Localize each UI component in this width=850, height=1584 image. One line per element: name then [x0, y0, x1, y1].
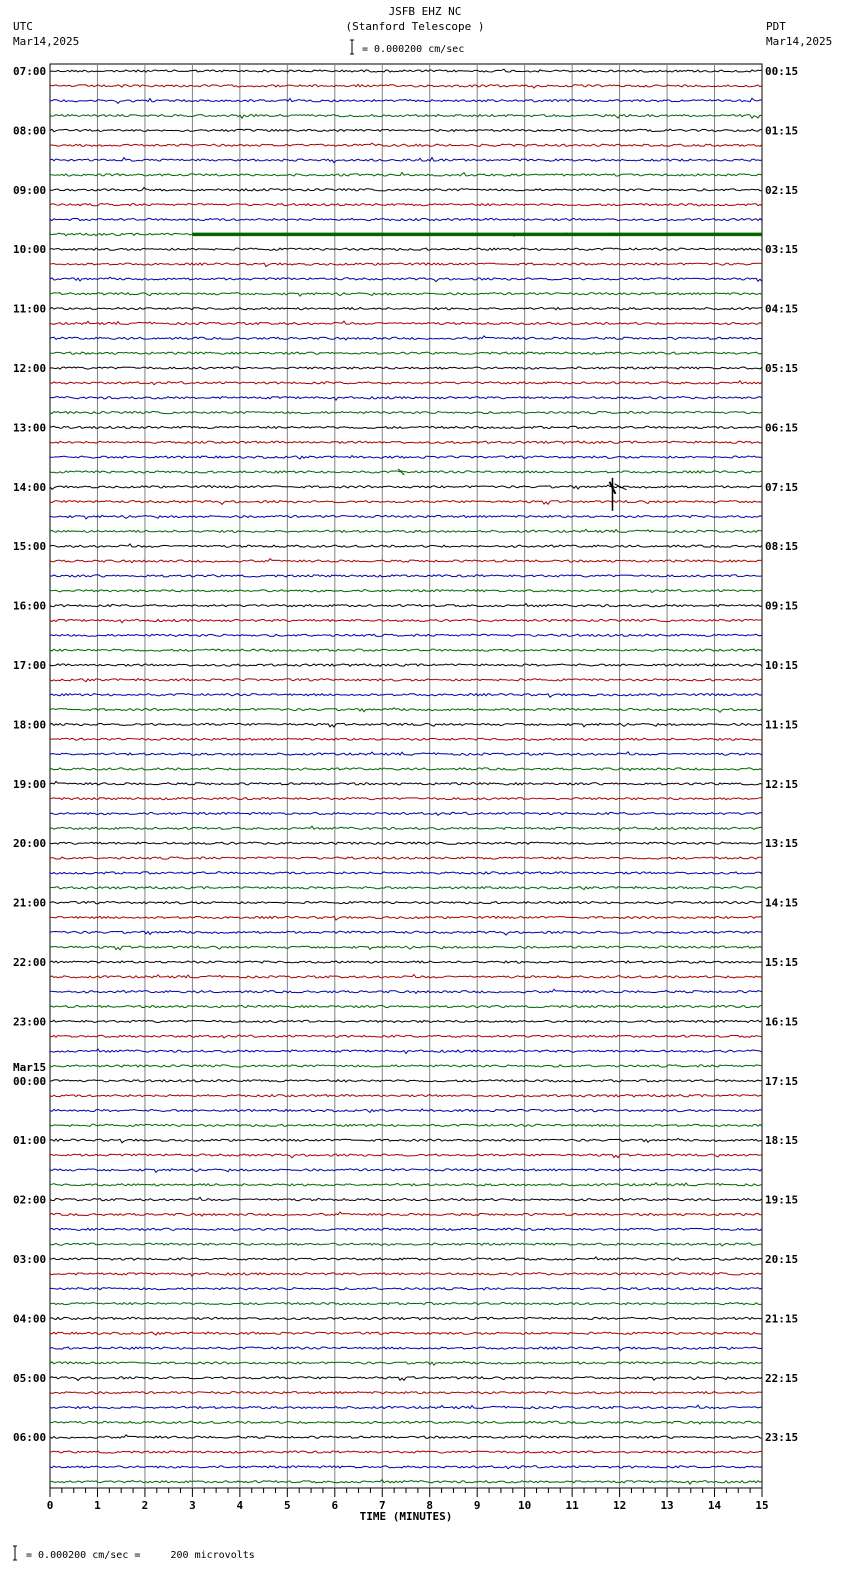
trace-line [50, 812, 762, 815]
trace-line [50, 781, 762, 785]
trace-line [50, 575, 762, 577]
x-tick-label: 7 [378, 1499, 386, 1512]
trace-line [50, 501, 762, 505]
trace-line [50, 1154, 762, 1158]
pdt-time-label: 13:15 [765, 837, 799, 851]
x-tick-label: 2 [141, 1499, 149, 1512]
trace-line [50, 694, 762, 698]
trace-line [50, 1257, 762, 1260]
pdt-time-label: 08:15 [765, 540, 799, 554]
trace-line [50, 1288, 762, 1290]
utc-hour-label: 07:00 [13, 65, 47, 78]
trace-line [50, 529, 762, 532]
trace-line [50, 1228, 762, 1230]
pdt-time-label: 15:15 [765, 956, 799, 969]
trace-line [50, 559, 762, 563]
trace-line [50, 1480, 762, 1485]
trace-line [50, 961, 762, 963]
trace-line [50, 1035, 762, 1038]
trace-line [50, 723, 762, 727]
trace-group [50, 69, 762, 1484]
trace-line [50, 1377, 762, 1381]
trace-line [50, 634, 762, 636]
trace-line [50, 916, 762, 920]
trace-line [50, 1183, 762, 1186]
pdt-time-label: 22:15 [765, 1371, 799, 1385]
trace-line [50, 1080, 762, 1082]
pdt-time-label: 17:15 [765, 1074, 799, 1088]
trace-line [50, 1273, 762, 1276]
trace-line [50, 872, 762, 874]
pdt-time-label: 06:15 [765, 421, 799, 435]
trace-line [50, 1243, 762, 1246]
utc-hour-label: 16:00 [13, 599, 47, 613]
trace-line [50, 367, 762, 369]
x-tick-label: 14 [707, 1499, 722, 1512]
chart-subtitle: (Stanford Telescope ) [345, 20, 485, 33]
trace-line [50, 798, 762, 800]
trace-line [50, 158, 762, 163]
trace-line [50, 1451, 762, 1453]
pdt-time-label: 09:15 [765, 599, 799, 613]
x-tick-label: 12 [612, 1499, 627, 1512]
trace-line [50, 619, 762, 622]
trace-line [50, 456, 762, 459]
x-tick-label: 4 [236, 1499, 244, 1512]
pdt-time-label: 07:15 [765, 480, 799, 494]
trace-line [50, 426, 762, 428]
pdt-time-label: 01:15 [765, 124, 799, 138]
pdt-time-label: 05:15 [765, 362, 799, 375]
trace-line [50, 397, 762, 401]
pdt-time-label: 04:15 [765, 302, 799, 316]
trace-line [50, 842, 762, 844]
trace-line [50, 664, 762, 667]
trace-line [50, 248, 762, 250]
trace-line [50, 857, 762, 859]
pdt-time-label: 20:15 [765, 1253, 799, 1266]
trace-line [50, 1435, 762, 1439]
utc-hour-label: 01:00 [13, 1134, 47, 1148]
left-date: Mar14,2025 [13, 35, 80, 48]
trace-line [50, 544, 762, 547]
x-axis-label: TIME (MINUTES) [359, 1510, 453, 1523]
utc-hour-label: 17:00 [13, 659, 47, 672]
trace-line [50, 1212, 762, 1216]
trace-line [50, 336, 762, 340]
trace-line [50, 975, 762, 978]
trace-line [50, 1405, 762, 1408]
trace-line [50, 1049, 762, 1054]
trace-line [50, 143, 762, 146]
utc-hour-label: 21:00 [13, 896, 47, 910]
trace-line [50, 1065, 762, 1067]
trace-line [50, 989, 762, 993]
trace-line [50, 441, 762, 444]
trace-line [50, 1303, 762, 1305]
pdt-time-label: 18:15 [765, 1134, 799, 1148]
trace-line [50, 381, 762, 385]
trace-line [50, 931, 762, 936]
trace-line [50, 69, 762, 72]
utc-hour-label: 12:00 [13, 362, 47, 375]
trace-line [50, 98, 762, 103]
trace-line [50, 678, 762, 681]
pdt-time-label: 19:15 [765, 1193, 799, 1207]
pdt-time-label: 03:15 [765, 243, 799, 257]
x-tick-label: 1 [94, 1499, 101, 1512]
trace-line [50, 1109, 762, 1112]
trace-line [50, 515, 762, 519]
right-timezone: PDT [766, 20, 786, 33]
x-axis [47, 1488, 769, 1523]
trace-line [50, 946, 762, 950]
utc-hour-label: 15:00 [13, 540, 47, 554]
x-tick-label: 11 [565, 1499, 579, 1512]
pdt-time-label: 00:15 [765, 65, 799, 78]
x-tick-label: 10 [518, 1499, 532, 1512]
trace-line [50, 1392, 762, 1394]
trace-line [50, 886, 762, 889]
pdt-time-label: 10:15 [765, 659, 799, 672]
pdt-time-label: 02:15 [765, 183, 799, 197]
trace-line [50, 84, 762, 88]
trace-line [50, 1347, 762, 1351]
trace-line [50, 1317, 762, 1320]
trace-line [50, 277, 762, 282]
trace-line [50, 708, 762, 713]
trace-line [50, 321, 762, 325]
trace-line [50, 293, 762, 296]
x-tick-label: 5 [284, 1499, 291, 1512]
pdt-time-label: 23:15 [765, 1431, 799, 1445]
utc-hour-label: 00:00 [13, 1074, 47, 1088]
trace-line [50, 604, 762, 607]
trace-line [50, 1020, 762, 1022]
trace-line [50, 471, 762, 473]
pdt-time-label: 14:15 [765, 896, 799, 910]
utc-hour-label: 22:00 [13, 956, 47, 969]
trace-line [50, 485, 762, 489]
trace-line [50, 1006, 762, 1008]
trace-line [50, 1466, 762, 1469]
utc-hour-label: 06:00 [13, 1431, 47, 1445]
x-tick-label: 9 [473, 1499, 481, 1512]
date-change-label: Mar15 [13, 1060, 47, 1074]
pdt-time-label: 11:15 [765, 718, 799, 732]
left-timezone: UTC [13, 20, 33, 33]
trace-line [50, 218, 762, 220]
trace-line [50, 902, 762, 904]
x-tick-label: 6 [331, 1499, 339, 1512]
pdt-time-label: 12:15 [765, 777, 799, 791]
x-tick-label: 3 [189, 1499, 196, 1512]
x-tick-label: 13 [660, 1499, 674, 1512]
trace-line [50, 1197, 762, 1200]
trace-line [50, 1124, 762, 1126]
utc-hour-label: 18:00 [13, 718, 47, 732]
trace-line [50, 172, 762, 176]
x-tick-label: 8 [426, 1499, 434, 1512]
x-tick-label: 15 [755, 1499, 769, 1512]
footer-scale-note: = 0.000200 cm/sec = 200 microvolts [26, 1550, 255, 1561]
trace-line [50, 204, 762, 206]
utc-hour-label: 13:00 [13, 421, 47, 435]
trace-line [50, 1169, 762, 1173]
utc-hour-label: 10:00 [13, 243, 47, 257]
pdt-time-label: 21:15 [765, 1312, 799, 1326]
pdt-time-label: 16:15 [765, 1015, 799, 1029]
trace-line [50, 263, 762, 267]
utc-hour-label: 03:00 [13, 1253, 47, 1266]
utc-hour-label: 19:00 [13, 777, 47, 791]
trace-line [50, 1138, 762, 1142]
trace-line [50, 115, 762, 119]
utc-hour-label: 09:00 [13, 183, 47, 197]
utc-hour-label: 14:00 [13, 480, 47, 494]
utc-hour-label: 11:00 [13, 302, 47, 316]
scale-label: = 0.000200 cm/sec [362, 44, 465, 55]
trace-line [50, 188, 762, 191]
trace-line [50, 307, 762, 309]
trace-line [50, 1361, 762, 1365]
utc-hour-label: 05:00 [13, 1371, 47, 1385]
trace-line [50, 649, 762, 651]
trace-line [50, 1421, 762, 1424]
trace-line [50, 352, 762, 354]
trace-line [50, 768, 762, 771]
trace-line [50, 738, 762, 740]
trace-line [50, 1332, 762, 1335]
utc-hour-label: 04:00 [13, 1312, 47, 1326]
trace-line [50, 1094, 762, 1097]
trace-line [50, 129, 762, 132]
x-tick-label: 0 [46, 1499, 54, 1512]
utc-hour-label: 08:00 [13, 124, 47, 138]
utc-hour-label: 02:00 [13, 1193, 47, 1207]
trace-line [50, 826, 762, 831]
right-date: Mar14,2025 [766, 35, 833, 48]
trace-line [50, 590, 762, 593]
chart-title: JSFB EHZ NC [388, 5, 462, 18]
utc-hour-label: 20:00 [13, 837, 47, 851]
trace-line [50, 412, 762, 414]
trace-line [50, 752, 762, 755]
utc-hour-label: 23:00 [13, 1015, 47, 1029]
